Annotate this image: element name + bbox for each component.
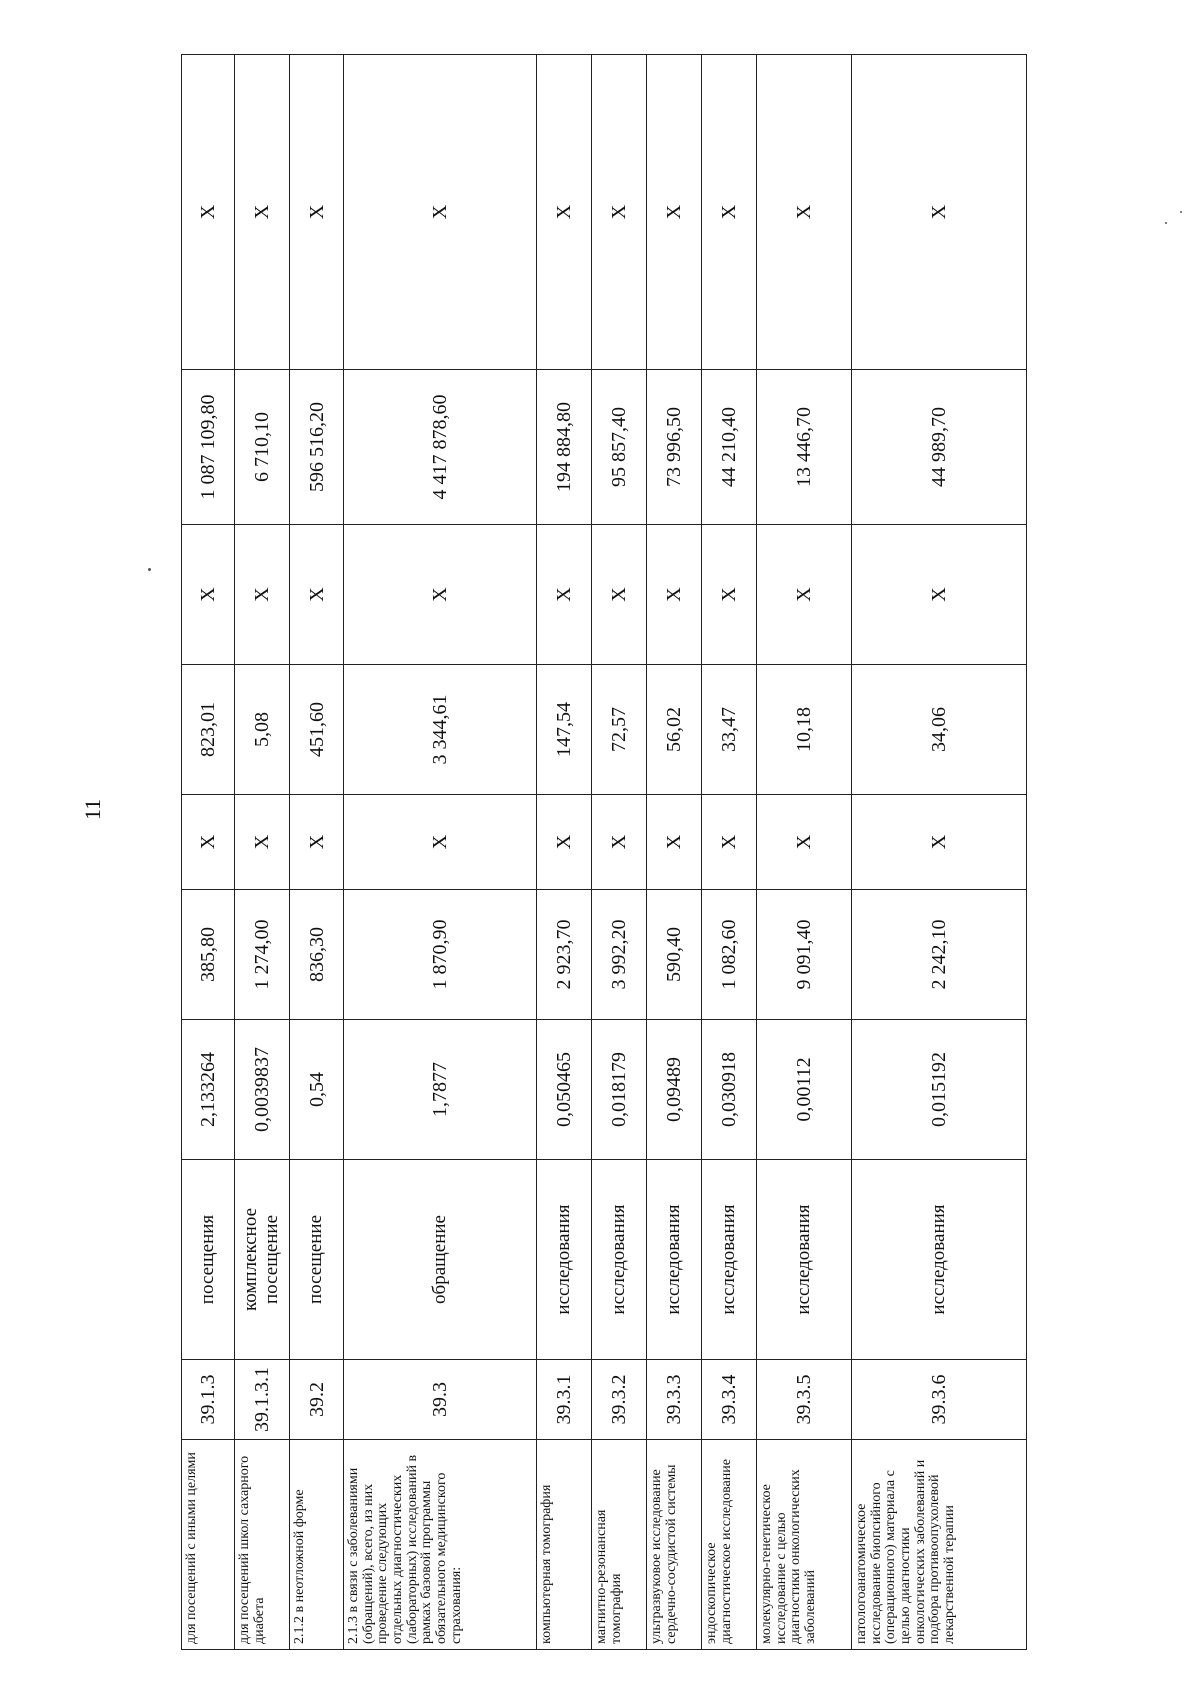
- row-name: 2.1.3 в связи с заболеваниями (обращений), всего, из них проведение следующих отдельных диагностических (лабораторных) исследований в рамках базовой программы обязательного медицинского страхования:: [344, 1440, 537, 1650]
- row-cost: 9 091,40: [757, 890, 852, 1020]
- row-x3: X: [537, 55, 592, 370]
- row-per-capita: 34,06: [852, 665, 1027, 795]
- row-cost: 590,40: [647, 890, 702, 1020]
- row-norm: 0,09489: [647, 1020, 702, 1160]
- row-cost: 1 274,00: [235, 890, 290, 1020]
- row-norm: 0,018179: [592, 1020, 647, 1160]
- row-x1: X: [235, 795, 290, 890]
- row-name: для посещений школ сахарного диабета: [235, 1440, 290, 1650]
- row-x1: X: [852, 795, 1027, 890]
- row-x2: X: [235, 525, 290, 665]
- row-x3: X: [344, 55, 537, 370]
- row-per-capita: 10,18: [757, 665, 852, 795]
- row-total: 6 710,10: [235, 370, 290, 525]
- scan-speck: [1165, 222, 1167, 224]
- row-total: 1 087 109,80: [182, 370, 235, 525]
- row-x2: X: [757, 525, 852, 665]
- row-cost: 385,80: [182, 890, 235, 1020]
- row-norm: 0,0039837: [235, 1020, 290, 1160]
- row-x1: X: [537, 795, 592, 890]
- row-name: магнитно-резонансная томография: [592, 1440, 647, 1650]
- row-x2: X: [182, 525, 235, 665]
- row-unit: исследования: [757, 1160, 852, 1360]
- row-x3: X: [757, 55, 852, 370]
- row-name: молекулярно-генетическое исследование с целью диагностики онкологических заболеваний: [757, 1440, 852, 1650]
- scan-speck: [148, 568, 151, 571]
- row-x3: X: [852, 55, 1027, 370]
- row-name: патологоанатомическое исследование биопсийного (операционного) материала с целью диагностики онкологических заболеваний и подбора противоопухолевой лекарственной терапии: [852, 1440, 1027, 1650]
- row-unit: исследования: [592, 1160, 647, 1360]
- table-row: [182, 55, 235, 1650]
- row-total: 44 989,70: [852, 370, 1027, 525]
- row-cost: 836,30: [290, 890, 344, 1020]
- row-unit: посещения: [182, 1160, 235, 1360]
- row-x1: X: [592, 795, 647, 890]
- row-per-capita: 72,57: [592, 665, 647, 795]
- row-x2: X: [702, 525, 757, 665]
- row-code: 39.3.6: [852, 1360, 1027, 1440]
- row-per-capita: 3 344,61: [344, 665, 537, 795]
- row-norm: 0,54: [290, 1020, 344, 1160]
- table-row: [290, 55, 344, 1650]
- row-per-capita: 823,01: [182, 665, 235, 795]
- row-x1: X: [647, 795, 702, 890]
- table-row: [592, 55, 647, 1650]
- row-unit: исследования: [647, 1160, 702, 1360]
- row-per-capita: 33,47: [702, 665, 757, 795]
- table-rotator: [181, 55, 1026, 1650]
- row-norm: 0,050465: [537, 1020, 592, 1160]
- row-per-capita: 5,08: [235, 665, 290, 795]
- table-row: [537, 55, 592, 1650]
- row-x3: X: [702, 55, 757, 370]
- row-unit: комплексное посещение: [235, 1160, 290, 1360]
- row-cost: 1 082,60: [702, 890, 757, 1020]
- row-per-capita: 56,02: [647, 665, 702, 795]
- row-code: 39.3.5: [757, 1360, 852, 1440]
- row-x3: X: [182, 55, 235, 370]
- row-code: 39.3.3: [647, 1360, 702, 1440]
- row-x1: X: [702, 795, 757, 890]
- row-code: 39.2: [290, 1360, 344, 1440]
- row-norm: 2,133264: [182, 1020, 235, 1160]
- table-frame: [181, 55, 1026, 1650]
- row-code: 39.3.1: [537, 1360, 592, 1440]
- row-total: 194 884,80: [537, 370, 592, 525]
- row-norm: 0,00112: [757, 1020, 852, 1160]
- row-total: 13 446,70: [757, 370, 852, 525]
- row-name: компьютерная томография: [537, 1440, 592, 1650]
- row-code: 39.1.3.1: [235, 1360, 290, 1440]
- row-cost: 2 923,70: [537, 890, 592, 1020]
- table-row: [235, 55, 290, 1650]
- row-x3: X: [290, 55, 344, 370]
- row-x1: X: [757, 795, 852, 890]
- table-row: [757, 55, 852, 1650]
- scan-speck: [1180, 211, 1182, 213]
- row-name: эндоскопическое диагностическое исследование: [702, 1440, 757, 1650]
- row-per-capita: 147,54: [537, 665, 592, 795]
- row-unit: посещение: [290, 1160, 344, 1360]
- row-x2: X: [647, 525, 702, 665]
- row-x1: X: [182, 795, 235, 890]
- row-code: 39.3: [344, 1360, 537, 1440]
- row-x2: X: [852, 525, 1027, 665]
- row-name: ультразвуковое исследование сердечно-сосудистой системы: [647, 1440, 702, 1650]
- row-code: 39.3.2: [592, 1360, 647, 1440]
- row-norm: 1,7877: [344, 1020, 537, 1160]
- row-total: 4 417 878,60: [344, 370, 537, 525]
- table-row: [647, 55, 702, 1650]
- row-unit: исследования: [537, 1160, 592, 1360]
- row-x3: X: [647, 55, 702, 370]
- page-number: 11: [80, 798, 105, 820]
- row-per-capita: 451,60: [290, 665, 344, 795]
- table-row: [702, 55, 757, 1650]
- table-row: [852, 55, 1027, 1650]
- row-unit: исследования: [702, 1160, 757, 1360]
- row-norm: 0,015192: [852, 1020, 1027, 1160]
- row-x1: X: [344, 795, 537, 890]
- row-x2: X: [344, 525, 537, 665]
- row-code: 39.1.3: [182, 1360, 235, 1440]
- row-total: 44 210,40: [702, 370, 757, 525]
- row-x2: X: [592, 525, 647, 665]
- row-unit: исследования: [852, 1160, 1027, 1360]
- row-cost: 1 870,90: [344, 890, 537, 1020]
- data-table: [181, 54, 1027, 1650]
- table-row: [344, 55, 537, 1650]
- row-cost: 3 992,20: [592, 890, 647, 1020]
- row-code: 39.3.4: [702, 1360, 757, 1440]
- row-total: 95 857,40: [592, 370, 647, 525]
- row-x3: X: [592, 55, 647, 370]
- row-name: для посещений с иными целями: [182, 1440, 235, 1650]
- row-name: 2.1.2 в неотложной форме: [290, 1440, 344, 1650]
- row-x1: X: [290, 795, 344, 890]
- row-cost: 2 242,10: [852, 890, 1027, 1020]
- row-x2: X: [537, 525, 592, 665]
- row-norm: 0,030918: [702, 1020, 757, 1160]
- row-total: 596 516,20: [290, 370, 344, 525]
- row-x2: X: [290, 525, 344, 665]
- row-unit: обращение: [344, 1160, 537, 1360]
- row-x3: X: [235, 55, 290, 370]
- row-total: 73 996,50: [647, 370, 702, 525]
